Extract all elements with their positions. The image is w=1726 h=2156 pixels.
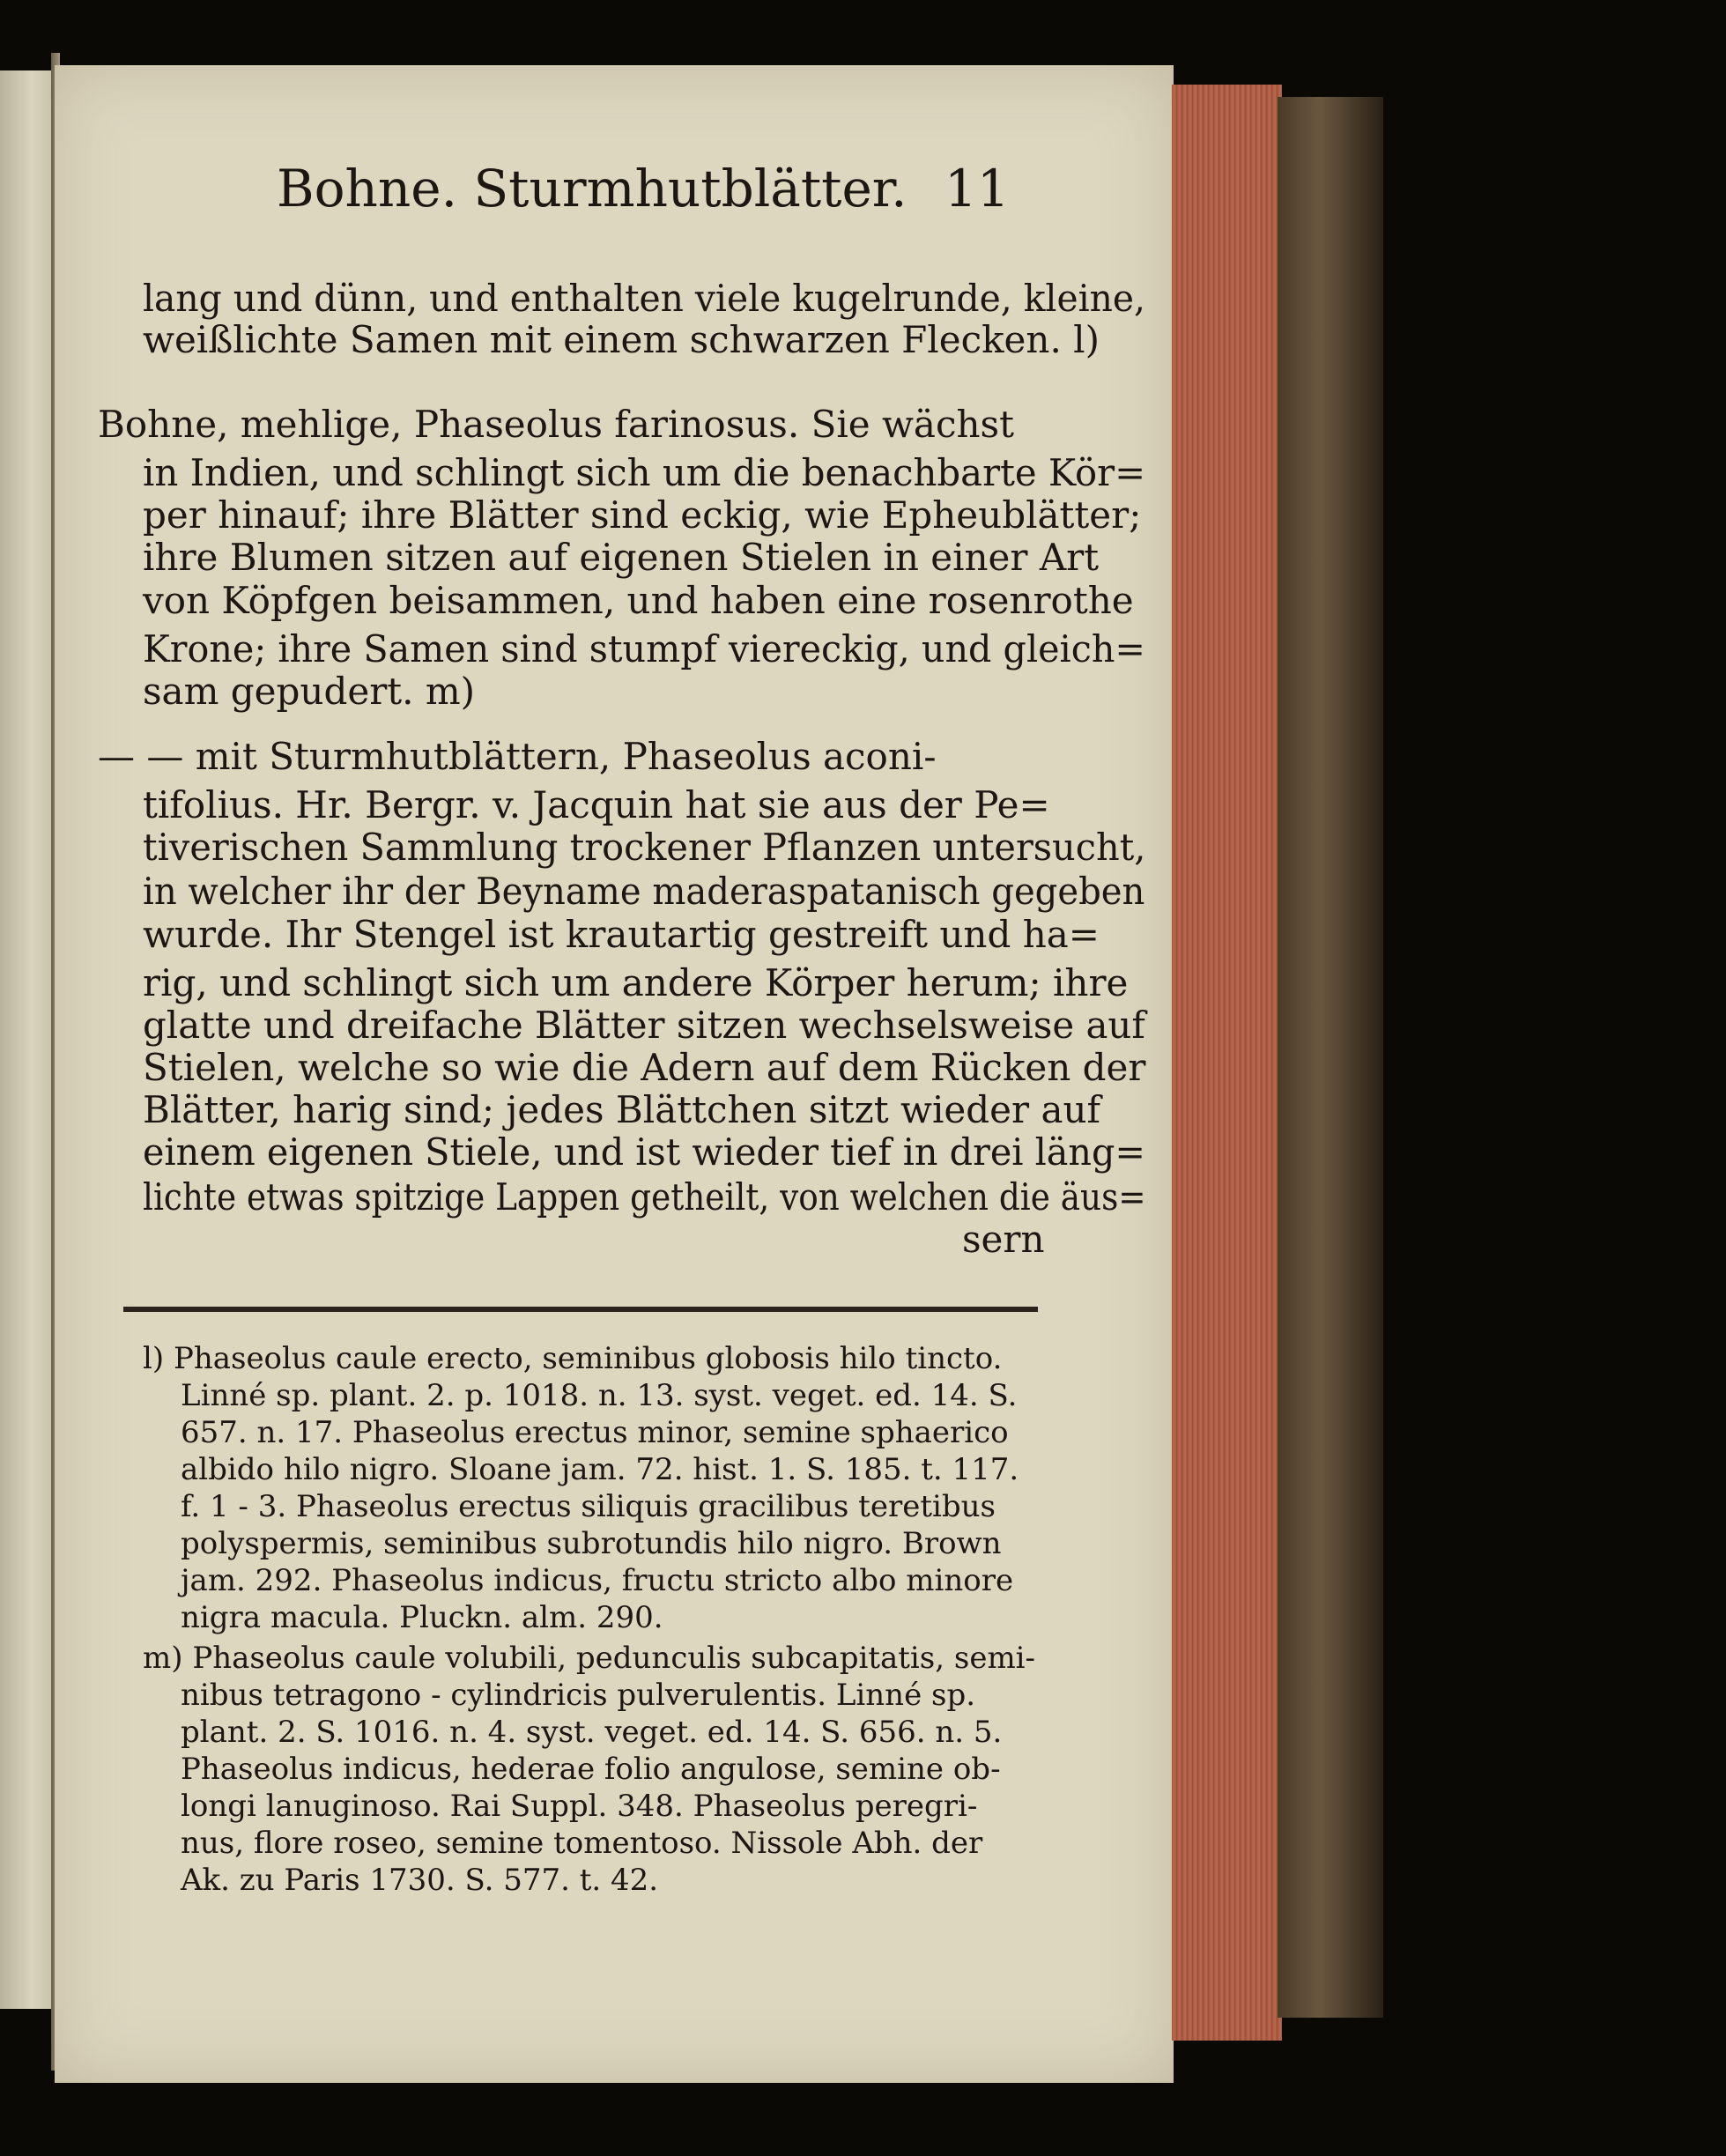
- footnote-line: nus, flore roseo, semine tomentoso. Nissole Abh. der: [181, 1826, 983, 1861]
- body-line: Blätter, harig sind; jedes Blättchen sitzt wieder auf: [143, 1088, 1101, 1131]
- footnote-rule: [123, 1307, 1038, 1312]
- page-block-edge: [1172, 85, 1282, 2041]
- footnote-line: 657. n. 17. Phaseolus erectus minor, semine sphaerico: [181, 1415, 1009, 1450]
- left-page-edge: [0, 70, 53, 2009]
- footnote-line: l) Phaseolus caule erecto, seminibus globosis hilo tincto.: [143, 1341, 1003, 1376]
- book-cover: [1278, 97, 1383, 2018]
- footnote-line: jam. 292. Phaseolus indicus, fructu stricto albo minore: [181, 1563, 1014, 1598]
- running-head: Bohne. Sturmhutblätter.: [277, 159, 907, 219]
- body-line: sam gepudert. m): [143, 670, 476, 713]
- footnote-line: Linné sp. plant. 2. p. 1018. n. 13. syst. veget. ed. 14. S.: [181, 1378, 1018, 1413]
- body-line: wurde. Ihr Stengel ist krautartig gestreift und ha=: [143, 913, 1100, 956]
- body-line: tifolius. Hr. Bergr. v. Jacquin hat sie aus der Pe=: [143, 783, 1050, 826]
- body-line: Stielen, welche so wie die Adern auf dem Rücken der: [143, 1046, 1146, 1089]
- footnote-line: albido hilo nigro. Sloane jam. 72. hist. 1. S. 185. t. 117.: [181, 1452, 1019, 1487]
- body-line: glatte und dreifache Blätter sitzen wechselsweise auf: [143, 1004, 1145, 1047]
- entry-heading-line: Bohne, mehlige, Phaseolus farinosus. Sie wächst: [98, 403, 1014, 446]
- page-number: 11: [944, 159, 1010, 219]
- footnote-line: nigra macula. Pluckn. alm. 290.: [181, 1600, 663, 1635]
- body-line: lang und dünn, und enthalten viele kugelrunde, kleine,: [143, 277, 1145, 320]
- footnote-line: m) Phaseolus caule volubili, pedunculis subcapitatis, semi-: [143, 1641, 1036, 1676]
- footnote-line: Ak. zu Paris 1730. S. 577. t. 42.: [181, 1863, 659, 1898]
- footnote-line: plant. 2. S. 1016. n. 4. syst. veget. ed. 14. S. 656. n. 5.: [181, 1715, 1003, 1750]
- body-line: Krone; ihre Samen sind stumpf viereckig, und gleich=: [143, 627, 1145, 671]
- body-line: rig, und schlingt sich um andere Körper herum; ihre: [143, 961, 1129, 1004]
- body-line: einem eigenen Stiele, und ist wieder tief in drei läng=: [143, 1130, 1146, 1174]
- body-line: ihre Blumen sitzen auf eigenen Stielen in einer Art: [143, 536, 1100, 579]
- footnote-line: longi lanuginoso. Rai Suppl. 348. Phaseolus peregri-: [181, 1789, 978, 1824]
- body-line: tiverischen Sammlung trockener Pflanzen untersucht,: [143, 826, 1146, 869]
- body-line: von Köpfgen beisammen, und haben eine rosenrothe: [143, 579, 1134, 622]
- footnote-line: polyspermis, seminibus subrotundis hilo nigro. Brown: [181, 1526, 1002, 1561]
- footnote-line: f. 1 - 3. Phaseolus erectus siliquis gracilibus teretibus: [181, 1489, 996, 1524]
- body-line: in welcher ihr der Beyname maderaspatanisch gegeben: [143, 870, 1145, 913]
- catchword: sern: [962, 1218, 1045, 1261]
- body-line: per hinauf; ihre Blätter sind eckig, wie Epheublätter;: [143, 493, 1142, 537]
- body-line: lichte etwas spitzige Lappen getheilt, von welchen die äus=: [143, 1175, 1146, 1219]
- body-line: in Indien, und schlingt sich um die benachbarte Kör=: [143, 451, 1146, 494]
- footnote-line: nibus tetragono - cylindricis pulverulentis. Linné sp.: [181, 1678, 976, 1713]
- entry-heading-line: — — mit Sturmhutblättern, Phaseolus aconi-: [98, 735, 937, 778]
- body-line: weißlichte Samen mit einem schwarzen Flecken. l): [143, 318, 1100, 361]
- footnote-line: Phaseolus indicus, hederae folio angulose, semine ob-: [181, 1752, 1001, 1787]
